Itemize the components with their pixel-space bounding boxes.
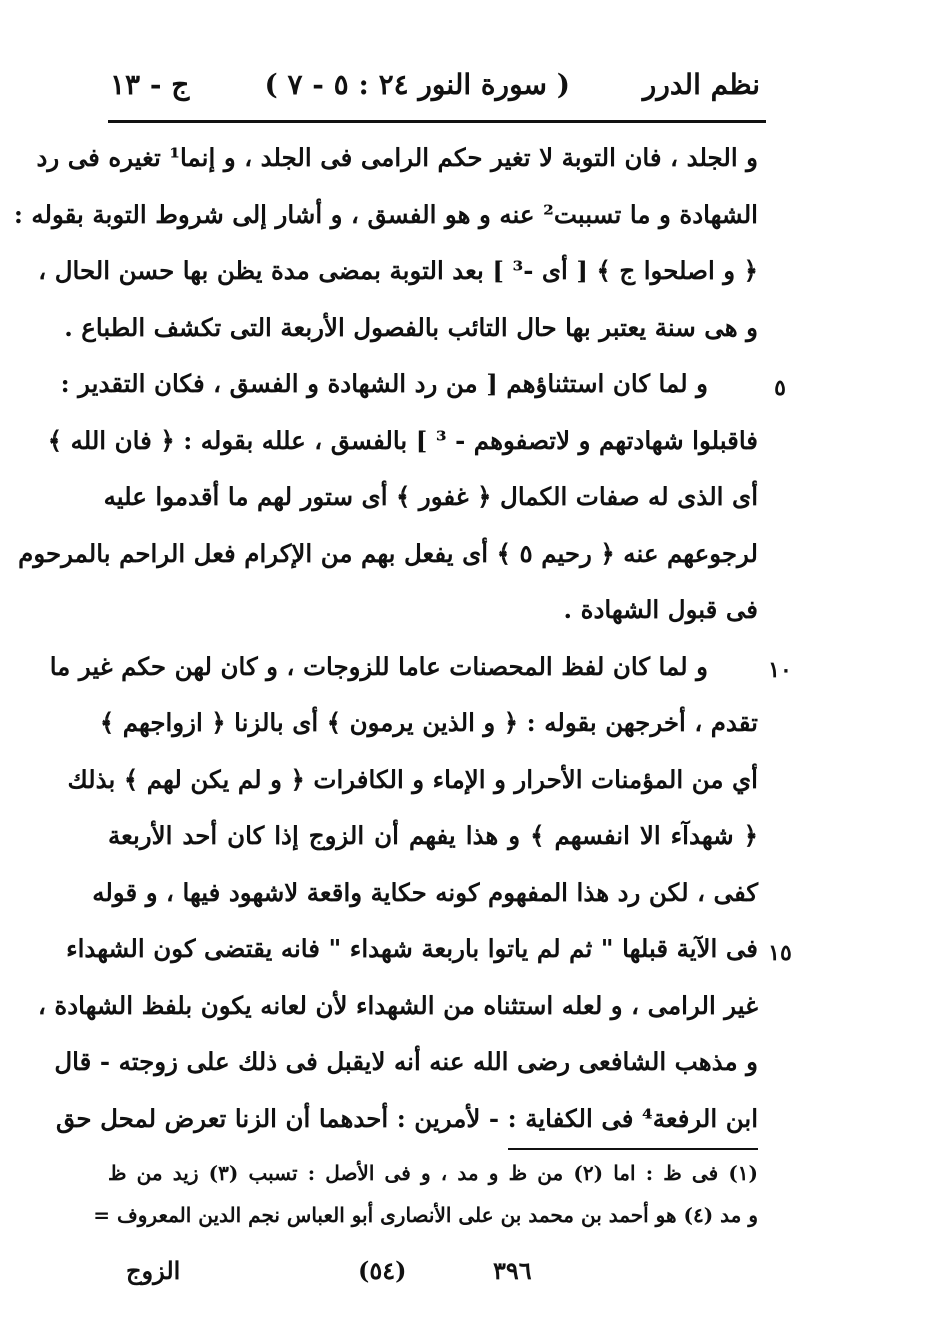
text-line: تقدم ، أخرجهن بقوله : ﴿ و الذين يرمون ﴾ أى بالزنا ﴿ ازواجهم ﴾ xyxy=(99,708,758,737)
main-text xyxy=(13,130,758,1147)
signature-mark: (٥٤) xyxy=(358,1256,407,1285)
book-title: نظم الدرر xyxy=(642,68,760,101)
volume-number: ج - ١٣ xyxy=(110,68,190,101)
line-number-10: ١٠ xyxy=(768,657,792,683)
text-line: أي من المؤمنات الأحرار و الإماء و الكافرات ﴿ و لم يكن لهم ﴾ بذلك xyxy=(67,764,758,794)
text-line: و هى سنة يعتبر بها حال التائب بالفصول الأربعة التى تكشف الطباع . xyxy=(64,312,758,342)
text-line: غير الرامى ، و لعله استثناه من الشهداء لأن لعانه يكون بلفظ الشهادة ، xyxy=(38,990,758,1020)
text-line: ﴿ شهدآء الا انفسهم ﴾ و هذا يفهم أن الزوج إذا كان أحد الأربعة xyxy=(108,821,758,850)
text-line: الشهادة و ما تسببت² عنه و هو الفسق ، و أشار إلى شروط التوبة بقوله : xyxy=(13,199,758,229)
text-line: و الجلد ، فان التوبة لا تغير حكم الرامى فى الجلد ، و إنما¹ تغيره فى رد xyxy=(36,143,758,172)
surah-reference: ( سورة النور ٢٤ : ٥ - ٧ ) xyxy=(264,68,570,101)
text-line: فى الآية قبلها " ثم لم ياتوا باربعة شهداء " فانه يقتضى كون الشهداء xyxy=(66,934,758,963)
footnote-line: (١) فى ظ : اما (٢) من ظ و مد ، و فى الأصل : تسبب (٣) زيد من ظ xyxy=(108,1161,758,1185)
line-number-5: ٥ xyxy=(774,375,786,401)
text-line: ﴿ و اصلحوا ج ﴾ [ أى -³ ] بعد التوبة بمضى مدة يظن بها حسن الحال ، xyxy=(38,256,758,285)
footnotes xyxy=(93,1152,758,1236)
page-number: ٣٩٦ xyxy=(493,1256,532,1285)
text-line: فى قبول الشهادة . xyxy=(563,595,758,624)
text-line: و مذهب الشافعى رضى الله عنه أنه لايقبل فى ذلك على زوجته - قال xyxy=(54,1047,758,1076)
text-line: لرجوعهم عنه ﴿ رحيم ٥ ﴾ أى يفعل بهم من الإكرام فعل الراحم بالمرحوم xyxy=(18,538,758,568)
footnote-rule xyxy=(508,1148,758,1150)
text-line: و لما كان لفظ المحصنات عاما للزوجات ، و كان لهن حكم غير ما xyxy=(49,651,708,681)
running-header xyxy=(110,62,760,108)
page-footer xyxy=(108,1256,758,1292)
text-line: ابن الرفعة⁴ فى الكفاية : - لأمرين : أحدهما أن الزنا تعرض لمحل حق xyxy=(55,1103,758,1133)
header-rule xyxy=(108,120,766,123)
text-line: فاقبلوا شهادتهم و لاتصفوهم - ³ ] بالفسق ، علله بقوله : ﴿ فان الله ﴾ xyxy=(47,425,758,455)
text-line: كفى ، لكن رد هذا المفهوم كونه حكاية واقعة لاشهود فيها ، و قوله xyxy=(92,877,758,907)
text-line: و لما كان استثناؤهم [ من رد الشهادة و الفسق ، فكان التقدير : xyxy=(60,369,708,398)
line-number-15: ١٥ xyxy=(768,940,792,966)
footnote-line: و مد (٤) هو أحمد بن محمد بن على الأنصارى أبو العباس نجم الدين المعروف = xyxy=(93,1203,758,1227)
text-line: أى الذى له صفات الكمال ﴿ غفور ﴾ أى ستور لهم ما أقدموا عليه xyxy=(103,482,758,511)
catchword: الزوج xyxy=(126,1256,181,1285)
